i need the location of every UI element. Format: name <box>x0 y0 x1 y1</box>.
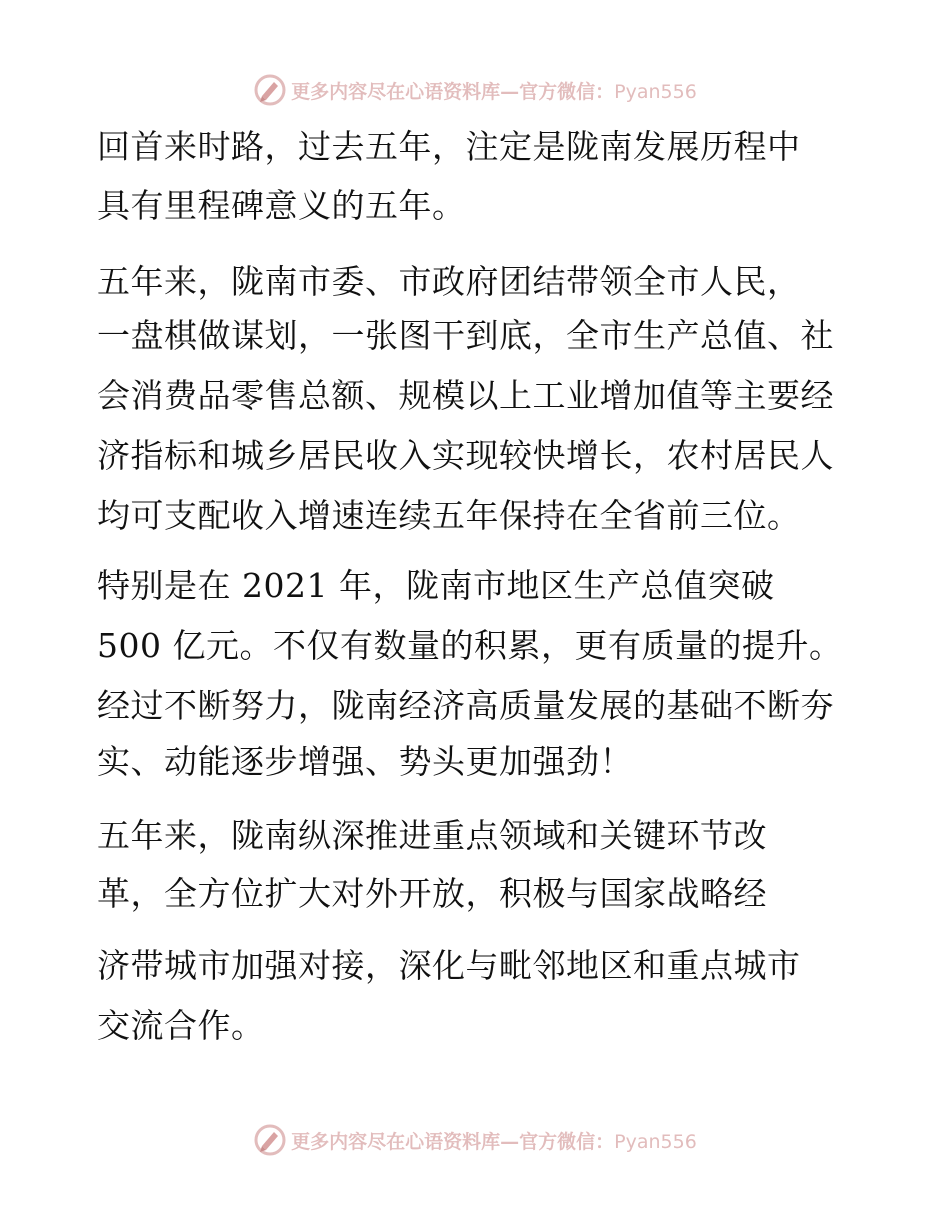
paragraph-line: 会消费品零售总额、规模以上工业增加值等主要经 <box>97 376 834 415</box>
paragraph-line: 均可支配收入增速连续五年保持在全省前三位。 <box>97 496 801 535</box>
footer-banner <box>0 1120 950 1160</box>
paragraph-line: 具有里程碑意义的五年。 <box>97 186 466 225</box>
banner-text: 更多内容尽在心语资料库—官方微信：Pyan556 <box>291 80 697 103</box>
paragraph-line: 革，全方位扩大对外开放，积极与国家战略经 <box>97 874 767 913</box>
pen-seal-icon <box>253 1123 287 1157</box>
paragraph-line: 500 亿元。不仅有数量的积累，更有质量的提升。 <box>97 626 843 665</box>
paragraph-line: 交流合作。 <box>97 1006 265 1045</box>
header-banner <box>0 70 950 110</box>
paragraph-line: 特别是在 2021 年，陇南市地区生产总值突破 <box>97 566 775 605</box>
paragraph-line: 五年来，陇南纵深推进重点领域和关键环节改 <box>97 816 767 855</box>
pen-seal-icon <box>253 73 287 107</box>
paragraph-line: 回首来时路，过去五年，注定是陇南发展历程中 <box>97 127 801 166</box>
paragraph-line: 五年来，陇南市委、市政府团结带领全市人民， <box>97 262 801 301</box>
paragraph-line: 济带城市加强对接，深化与毗邻地区和重点城市 <box>97 946 801 985</box>
wechat-id: Pyan556 <box>614 1130 697 1153</box>
paragraph-line: 经过不断努力，陇南经济高质量发展的基础不断夯 <box>97 686 834 725</box>
paragraph-line: 实、动能逐步增强、势头更加强劲！ <box>97 742 633 781</box>
paragraph-line: 一盘棋做谋划，一张图干到底，全市生产总值、社 <box>97 316 834 355</box>
banner-text: 更多内容尽在心语资料库—官方微信：Pyan556 <box>291 1130 697 1153</box>
paragraph-line: 济指标和城乡居民收入实现较快增长，农村居民人 <box>97 436 834 475</box>
wechat-id: Pyan556 <box>614 80 697 103</box>
